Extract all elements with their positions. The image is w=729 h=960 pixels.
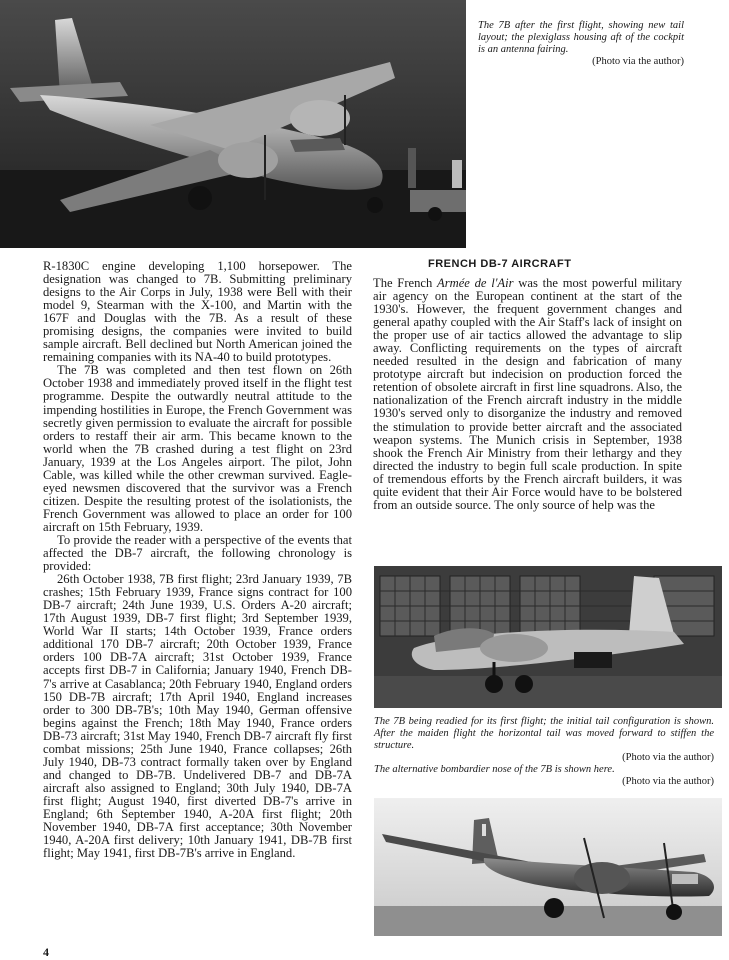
bottom-photo-credit: (Photo via the author): [622, 776, 714, 787]
top-photo-credit: (Photo via the author): [592, 56, 684, 67]
page-number: 4: [43, 945, 49, 959]
bottom-aircraft-illustration: [374, 798, 722, 936]
intro-prefix: The French: [373, 276, 438, 290]
top-photo-caption-text: The 7B after the first flight, showing new tail layout; the plexiglass housing aft of the cockpit is an antenna fairing.: [478, 20, 684, 55]
middle-photo-caption: [374, 716, 714, 764]
middle-aircraft-illustration: [374, 566, 722, 708]
middle-photo-credit: (Photo via the author): [622, 752, 714, 763]
top-aircraft-photo: [0, 0, 466, 248]
left-paragraph: To provide the reader with a perspective of the events that affected the DB-7 aircraft, the following chronology is provided:: [43, 532, 352, 574]
armee-de-lair: Armée de l'Air: [437, 276, 514, 290]
right-paragraph: [373, 277, 682, 512]
top-aircraft-illustration: [0, 0, 466, 248]
bottom-photo-caption-text: The alternative bombardier nose of the 7B is shown here.: [374, 764, 615, 775]
bottom-photo-caption: [374, 764, 714, 788]
right-text-column: [373, 277, 682, 512]
left-paragraph: R-1830C engine developing 1,100 horsepower. The designation was changed to 7B. Submitting preliminary designs to the Air Corps in July, 1938 were Bell with their model 9, Stearman with the X-100, and Martin with the 167F and Douglas with the 7B. As a result of these promising designs, the companies were invited to build sample aircraft. Bell declined but North American joined the remaining companies with its NA-40 to build prototypes.: [43, 259, 352, 365]
bottom-aircraft-photo: [374, 798, 722, 936]
middle-photo-caption-text: The 7B being readied for its first flight; the initial tail configuration is shown. After the maiden flight the horizontal tail was moved forward to stiffen the structure.: [374, 716, 714, 751]
left-text-column: [43, 260, 352, 860]
left-paragraph: The 7B was completed and then test flown on 26th October 1938 and immediately proved itself in the flight test programme. Despite the outwardly neutral attitude to the impending hostilities in Europe, the French Government was secretly given permission to evaluate the aircraft for possible orders to restaff their air arm. This became known to the world when the 7B crashed during a test flight on 23rd January, 1939 at the Los Angeles airport. The pilot, John Cable, was killed while the other crewman survived. Eagle-eyed newsmen discovered that the survivor was a French citizen. Despite the resulting protest of the isolationists, the French Government was allowed to place an order for 100 aircraft on 15th February, 1939.: [43, 363, 352, 534]
left-paragraph: 26th October 1938, 7B first flight; 23rd January 1939, 7B crashes; 15th February 1939, France signs contract for 100 DB-7 aircraft; 24th June 1939, U.S. Orders A-20 aircraft; 17th August 1939, DB-7 first flight; 3rd September 1939, World War II starts; 14th October 1939, France orders additional 170 DB-7 aircraft; 20th October 1939, France orders 100 DB-7A aircraft; 31st October 1939, France accepts first DB-7 in California; January 1940, French DB-7's arrive at Casablanca; 20th February 1940, England orders 150 DB-7B aircraft; 17th April 1940, England increases order to 300 DB-7B's; 10th May 1940, German offensive begins against the French; 18th May 1940, France orders DB-73 aircraft; 31st May 1940, French DB-7 aircraft fly first combat missions; 25th June 1940, France collapses; 26th July 1940, DB-73 contract formally taken over by England and changed to DB-7B. Undelivered DB-7 and DB-7A aircraft also assigned to England; 30th July 1940, DB-7A first flight; August 1940, first diverted DB-7's arrive in England; 6th September 1940, A-20A first flight; 20th November 1940, DB-7A first acceptance; 30th November 1940, A-20A first delivery; 10th January 1941, DB-7B first flight; May 1941, first DB-7B's arrive in England.: [43, 572, 352, 861]
top-photo-caption: [478, 20, 684, 68]
middle-aircraft-photo: [374, 566, 722, 708]
section-heading: FRENCH DB-7 AIRCRAFT: [428, 258, 572, 270]
intro-rest: was the most powerful military air agency on the European continent at the start of the 1930's. However, the frequent government changes and general apathy coupled with the Air Staff's lack of insight on the proper use of air tactics allowed the advantage to slip away. Conflicting requirements on the types of aircraft needed resulted in the design and fabrication of many prototype aircraft but indecision on production forced the retention of obsolete aircraft in first line squadrons. Also, the nationalization of the French aircraft industry in the middle 1930's served only to disorganize the industry and removed the stimulation to provide better aircraft and the associated weapon systems. The Munich crisis in September, 1938 shook the French Air Ministry from their lethargy and they directed the industry to begin full scale production. In spite of tremendous efforts by the French aircraft builders, it was quite evident that their Air Force would have to be bolstered from an outside source. The only source of help was the: [373, 276, 682, 512]
